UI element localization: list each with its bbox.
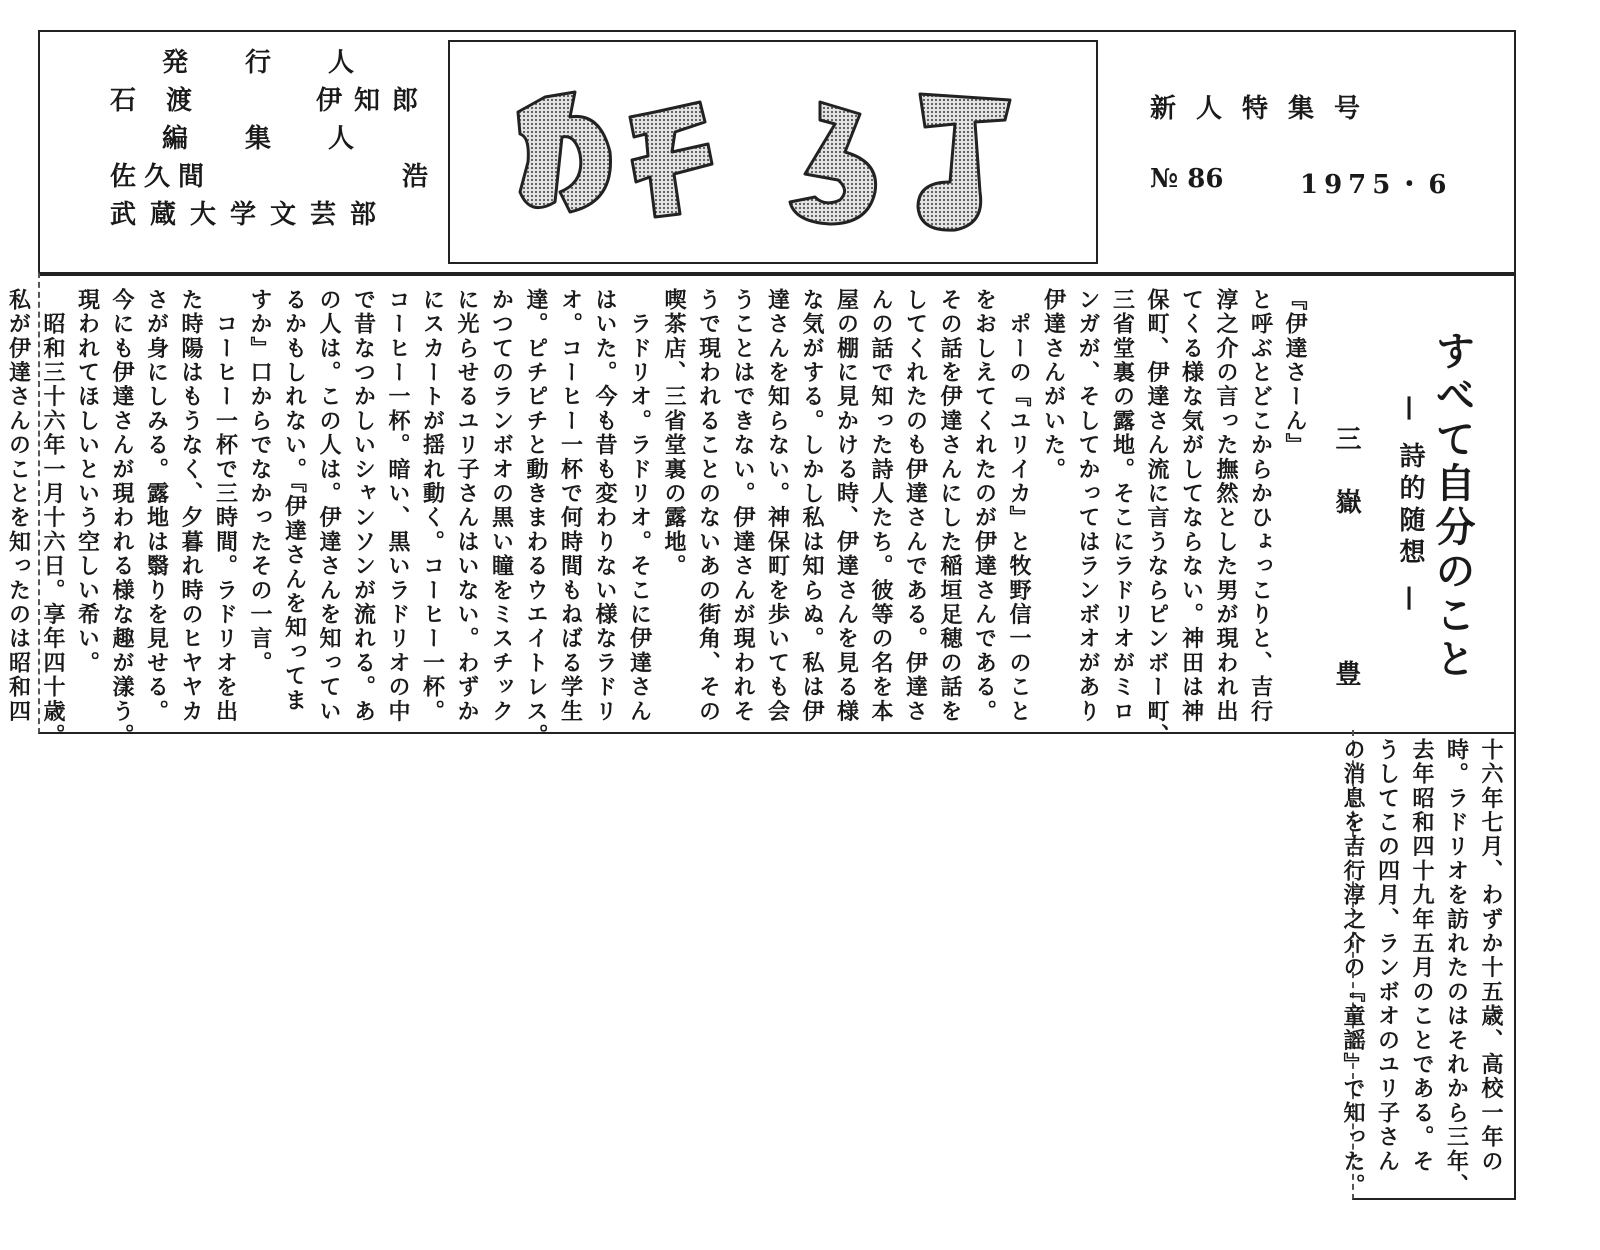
- editor-name: [110, 158, 430, 196]
- body-line: 喫茶店、三省堂裏の露地。: [661, 288, 687, 579]
- body-line: オ。コーヒー一杯で何時間もねばる学生: [557, 288, 584, 724]
- body-line: 三省堂裏の露地。そこにラドリオがミロ: [1109, 288, 1136, 724]
- body-line: 達。ピチピチと動きまわるウエイトレス。: [523, 288, 549, 748]
- body-line: んの話で知った詩人たち。彼等の名を本: [868, 288, 894, 724]
- publisher-label: 発 行 人: [161, 48, 379, 78]
- article-title: すべて自分のこと: [1429, 330, 1476, 682]
- logo-glyph-2: [630, 102, 712, 217]
- body-line: 達さんを知らない。神保町を歩いても会: [764, 288, 791, 724]
- body-line: てくる様な気がしてならない。神田は神: [1178, 288, 1205, 724]
- body-line: その話を伊達さんにした稲垣足穂の話を: [937, 288, 963, 724]
- body-line: さが身にしみる。露地は翳りを見せる。: [143, 288, 170, 724]
- issue-date: 1975・6: [1300, 170, 1453, 200]
- body-line: 保町、伊達さん流に言うならピンボー町、: [1144, 288, 1170, 748]
- editor-given-name: 浩: [401, 162, 430, 192]
- body-line: にスカートが揺れ動く。コーヒー一杯。: [419, 288, 446, 724]
- article-body-main: [1, 288, 1312, 748]
- author-given-name: 豊: [1331, 660, 1361, 686]
- body-line: るかもしれない。『伊達さんを知ってま: [281, 288, 308, 713]
- body-line: 今にも伊達さんが現われる様な趣が漾う。: [109, 288, 135, 748]
- logo-glyph-3: [790, 102, 876, 224]
- body-line: 時。ラドリオを訪れたのはそれから三年、: [1443, 738, 1470, 1198]
- body-line: で昔なつかしいシャンソンが流れる。あ: [350, 288, 377, 724]
- body-line: うで現われることのないあの街角、その: [695, 288, 722, 724]
- body-line: うことはできない。伊達さんが現われそ: [730, 288, 756, 724]
- logo-glyph-4: [918, 94, 1010, 230]
- issue-number: № 86: [1150, 164, 1224, 194]
- issue-title: 新人特集号: [1150, 94, 1381, 124]
- publisher-surname: 石 渡: [110, 86, 195, 116]
- body-line: をおしえてくれたのが伊達さんである。: [971, 288, 998, 724]
- body-line: の消息を吉行淳之介の『童謡』で知った。: [1340, 738, 1366, 1198]
- publisher-given-name: 伊知郎: [315, 86, 430, 116]
- body-line: はいた。今も昔も変わりない様なラドリ: [592, 288, 618, 724]
- megalopo-logo-art: [450, 42, 1096, 262]
- body-line: 淳之介の言った撫然とした男が現われ出: [1213, 288, 1239, 724]
- credits-block: [110, 44, 430, 234]
- editor-surname: 佐久間: [110, 162, 213, 192]
- body-line: と呼ぶとどこからかひょっこりと、吉行: [1247, 288, 1274, 724]
- logo-glyph-1: [518, 92, 611, 212]
- body-line: 昭和三十六年一月十六日。享年四十歳。: [40, 288, 66, 748]
- organization-name: 武蔵大学文芸部: [110, 200, 391, 230]
- body-line: すか』口からでなかったその一言。: [247, 288, 273, 676]
- body-line: ンガが、そしてかってはランボオがあり: [1075, 288, 1101, 724]
- body-line: 『伊達さーん』: [1282, 288, 1308, 458]
- logo-text: めがろぽ: [771, 254, 775, 255]
- body-line: 伊達さんがいた。: [1040, 288, 1067, 482]
- body-line: た時陽はもうなく、夕暮れ時のヒヤヤカ: [178, 288, 204, 724]
- publisher-name: [110, 82, 430, 120]
- body-line: に光らせるユリ子さんはいない。わずか: [454, 288, 480, 724]
- body-line: かつてのランボオの黒い瞳をミスチック: [488, 288, 515, 724]
- body-line: ポーの『ユリイカ』と牧野信一のこと: [1006, 288, 1032, 724]
- body-line: コーヒー一杯で三時間。ラドリオを出: [212, 288, 239, 724]
- body-line: 現われてほしいという空しい希い。: [74, 288, 101, 676]
- body-line: うしてこの四月、ランボオのユリ子さん: [1374, 738, 1401, 1174]
- masthead-logo: [448, 40, 1098, 264]
- editor-label: 編 集 人: [161, 124, 379, 154]
- body-line: 私が伊達さんのことを知ったのは昭和四: [5, 288, 32, 724]
- body-line: ラドリオ。ラドリオ。そこに伊達さん: [626, 288, 653, 724]
- body-line: 屋の棚に見かける時、伊達さんを見る様: [833, 288, 860, 724]
- body-line: してくれたのも伊達さんである。伊達さ: [902, 288, 929, 724]
- body-line: 去年昭和四十九年五月のことである。そ: [1409, 738, 1435, 1174]
- body-line: 十六年七月、わずか十五歳、高校一年の: [1478, 738, 1504, 1174]
- author-surname: 三 嶽: [1331, 425, 1361, 529]
- body-line: な気がする。しかし私は知らぬ。私は伊: [799, 288, 825, 724]
- article-body-continued: [1336, 738, 1509, 1198]
- body-line: の人は。この人は。伊達さんを知ってい: [316, 288, 342, 724]
- article-subtitle: — 詩的随想 —: [1395, 395, 1425, 618]
- body-line: コーヒー一杯。暗い、黒いラドリオの中: [385, 288, 411, 724]
